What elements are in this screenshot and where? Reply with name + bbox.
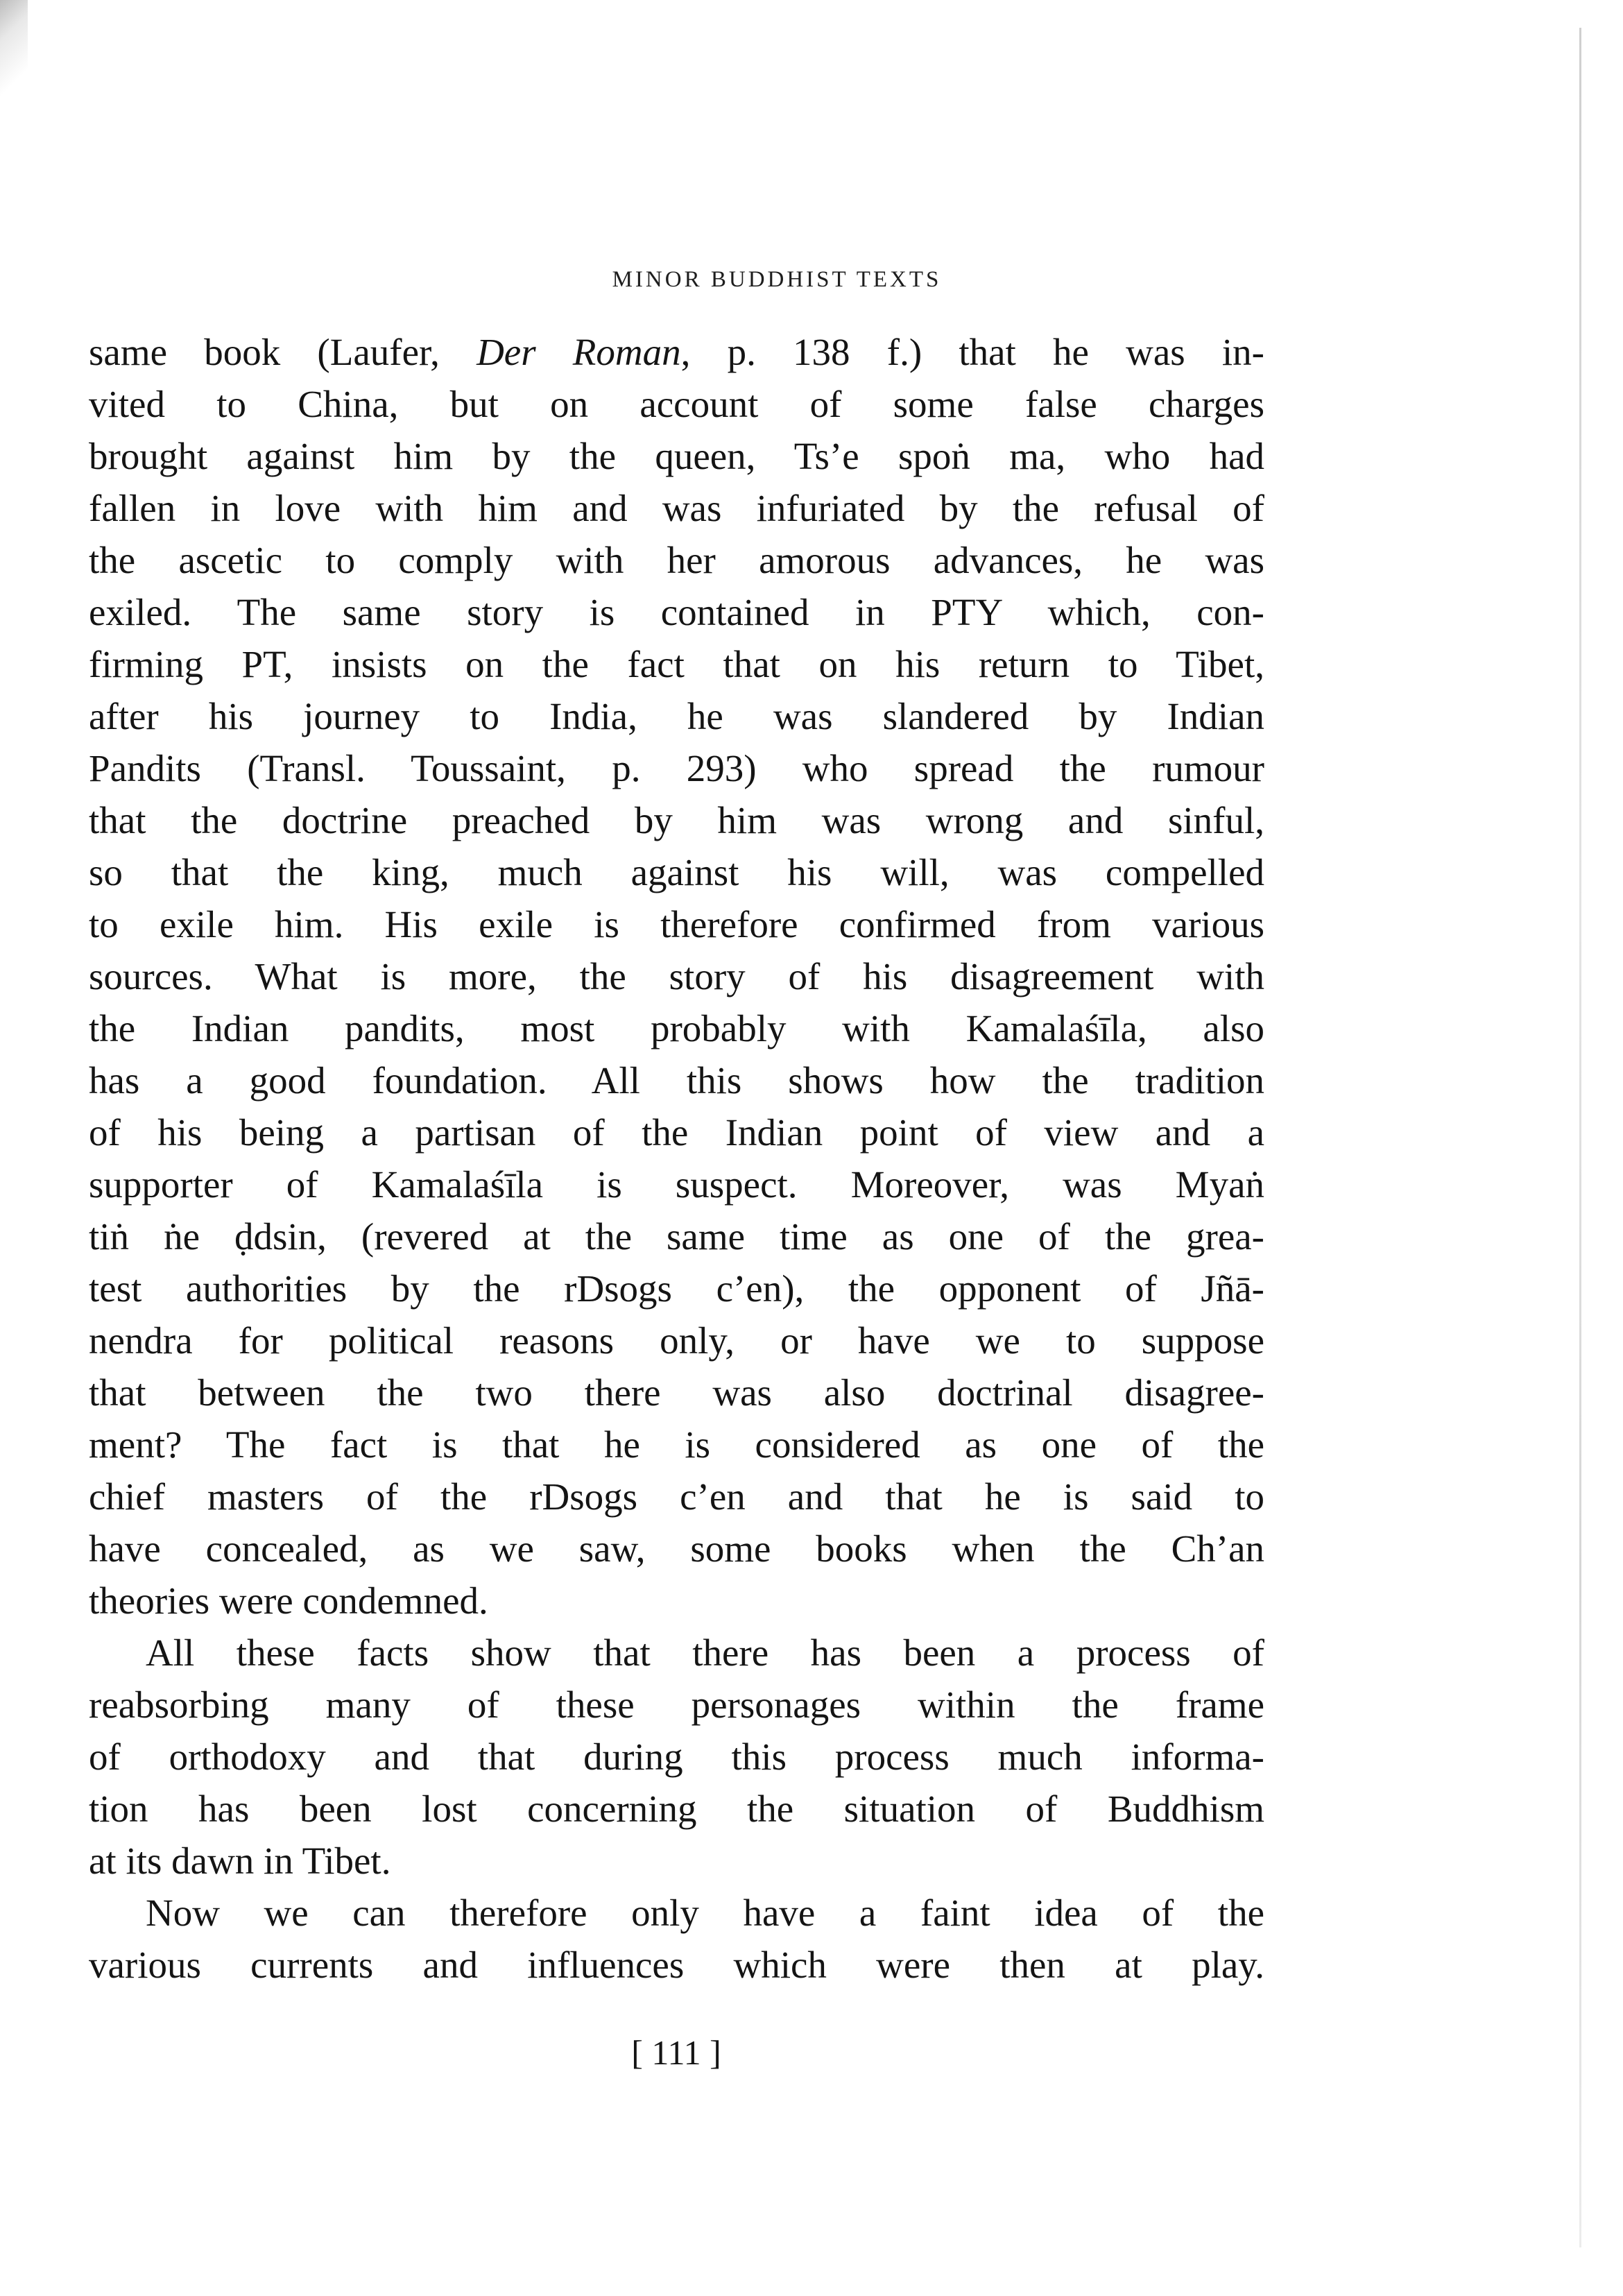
text-line: to exile him. His exile is therefore confirmed from various <box>89 903 1264 945</box>
text-line: firming PT, insists on the fact that on his return to Tibet, <box>89 643 1264 685</box>
scan-binding-edge <box>1579 28 1581 2247</box>
text-line: has a good foundation. All this shows how the tradition <box>89 1059 1264 1102</box>
text-line: that the doctrine preached by him was wrong and sinful, <box>89 799 1264 841</box>
text-line: sources. What is more, the story of his disagreement with <box>89 955 1264 997</box>
text-line: Now we can therefore only have a faint idea of the <box>146 1892 1264 1934</box>
body-text <box>89 326 1264 1991</box>
text-line: various currents and influences which were then at play. <box>89 1944 1264 1986</box>
text-line: nendra for political reasons only, or have we to suppose <box>89 1319 1264 1362</box>
text-line: the Indian pandits, most probably with Kamalaśīla, also <box>89 1007 1264 1050</box>
running-head: MINOR BUDDHIST TEXTS <box>612 267 942 292</box>
text-line: vited to China, but on account of some false charges <box>89 383 1264 425</box>
text-line: of his being a partisan of the Indian point of view and a <box>89 1111 1264 1154</box>
text-line: All these facts show that there has been a process of <box>146 1631 1264 1674</box>
text-line: so that the king, much against his will, was compelled <box>89 851 1264 893</box>
text-line: chief masters of the rDsogs c’en and that he is said to <box>89 1475 1264 1518</box>
text-line: at its dawn in Tibet. <box>89 1840 391 1882</box>
text-line: tiṅ ṅe ḍdsin, (revered at the same time as one of the grea- <box>89 1215 1264 1258</box>
text-line: tion has been lost concerning the situation of Buddhism <box>89 1788 1264 1830</box>
page-number: [ 111 ] <box>631 2033 721 2072</box>
text-line: same book (Laufer, Der Roman, p. 138 f.) that he was in- <box>89 331 1264 373</box>
paragraph <box>89 1627 1264 1887</box>
scan-shadow-corner <box>0 0 28 111</box>
paragraph <box>89 1887 1264 1991</box>
text-line: that between the two there was also doctrinal disagree- <box>89 1371 1264 1414</box>
text-line: Pandits (Transl. Toussaint, p. 293) who spread the rumour <box>89 747 1264 789</box>
text-line: after his journey to India, he was slandered by Indian <box>89 695 1264 737</box>
italic-title: Der Roman <box>476 331 681 373</box>
text-line: theories were condemned. <box>89 1579 488 1622</box>
paragraph <box>89 326 1264 1627</box>
text-line: fallen in love with him and was infuriated by the refusal of <box>89 487 1264 529</box>
text-line: the ascetic to comply with her amorous advances, he was <box>89 539 1264 581</box>
text-line: have concealed, as we saw, some books when the Ch’an <box>89 1527 1264 1570</box>
text-line: ment? The fact is that he is considered as one of the <box>89 1423 1264 1466</box>
text-line: of orthodoxy and that during this process much informa- <box>89 1736 1264 1778</box>
text-line: exiled. The same story is contained in PTY which, con- <box>89 591 1264 633</box>
text-line: brought against him by the queen, Ts’e spoṅ ma, who had <box>89 435 1264 477</box>
text-line: reabsorbing many of these personages within the frame <box>89 1684 1264 1726</box>
text-line: supporter of Kamalaśīla is suspect. Moreover, was Myaṅ <box>89 1163 1264 1206</box>
text-line: test authorities by the rDsogs c’en), the opponent of Jñā- <box>89 1267 1264 1310</box>
